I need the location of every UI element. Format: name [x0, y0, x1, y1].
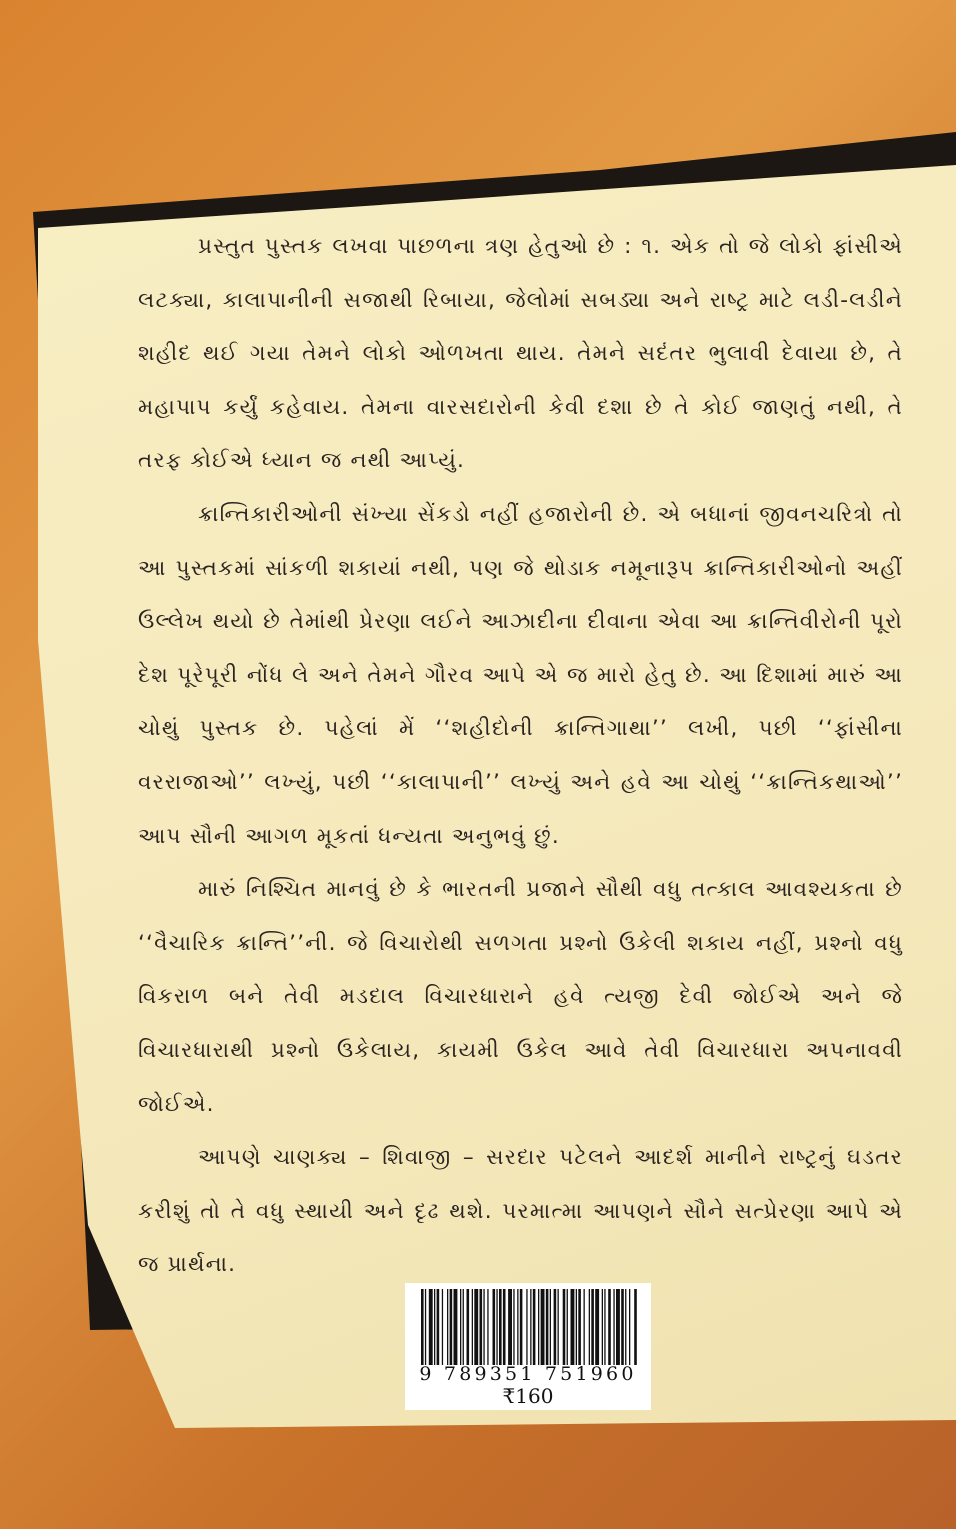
barcode-bar	[629, 1289, 630, 1365]
barcode-bar	[442, 1289, 443, 1365]
barcode-bar	[634, 1289, 637, 1365]
barcode-bar	[508, 1289, 512, 1365]
barcode-bar	[541, 1289, 545, 1365]
barcode-bar	[467, 1289, 470, 1365]
barcode-bar	[576, 1289, 577, 1365]
barcode-bar	[472, 1289, 473, 1365]
barcode-bar	[563, 1289, 566, 1365]
barcode-bar	[493, 1289, 496, 1365]
barcode-bar	[463, 1289, 464, 1365]
barcode-bar	[434, 1289, 435, 1365]
barcode-bar	[571, 1289, 575, 1365]
barcode-bar	[499, 1289, 502, 1365]
barcode-bar	[604, 1289, 605, 1365]
barcode-bar	[454, 1289, 458, 1365]
barcode-bar	[558, 1289, 559, 1365]
paragraph-1: પ્રસ્તુત પુસ્તક લખવા પાછળના ત્રણ હેતુઓ છે : ૧. એક તો જે લોકો ફાંસીએ લટક્યા, કાલાપાનીની સજાથી રિબાયા, જેલોમાં સબડ્યા અને રાષ્ટ્ર માટે લડી-લડીને શહીદ થઈ ગયા તેમને લોકો ઓળખતા થાય. તેમને સદંતર ભુલાવી દેવાયા છે, તે મહાપાપ કર્યું કહેવાય. તેમના વારસદારોની કેવી દશા છે તે કોઈ જાણતું નથી, તે તરફ કોઈએ ધ્યાન જ નથી આપ્યું.	[138, 234, 903, 474]
barcode-bar	[616, 1289, 620, 1365]
barcode-bar	[608, 1289, 611, 1365]
barcode-bar	[447, 1289, 448, 1365]
barcode-bar	[538, 1289, 539, 1365]
barcode-bar	[437, 1289, 440, 1365]
barcode-bars	[419, 1289, 637, 1365]
isbn-number: 9 789351 751960	[419, 1363, 637, 1385]
barcode-bar	[533, 1289, 536, 1365]
barcode-bar	[602, 1289, 603, 1365]
barcode-bar	[530, 1289, 531, 1365]
barcode-bar	[429, 1289, 433, 1365]
barcode-bar	[589, 1289, 590, 1365]
barcode-bar	[567, 1289, 568, 1365]
barcode-bar	[554, 1289, 557, 1365]
barcode-bar	[546, 1289, 549, 1365]
paragraph-4: આપણે ચાણક્ય – શિવાજી – સરદાર પટેલને આદર્શ માનીને રાષ્ટ્રનું ઘડતર કરીશું તો તે વધુ સ્થાયી અને દૃઢ થશે. પરમાત્મા આપણને સૌને સત્પ્રેરણા આપે એ જ પ્રાર્થના.	[138, 1145, 903, 1278]
barcode-bar	[595, 1289, 599, 1365]
barcode-bar	[591, 1289, 594, 1365]
barcode-bar	[517, 1289, 518, 1365]
barcode-bar	[550, 1289, 551, 1365]
barcode-bar	[421, 1289, 424, 1365]
barcode-bar	[584, 1289, 585, 1365]
barcode-bar	[513, 1289, 514, 1365]
barcode-bar	[450, 1289, 453, 1365]
price-label: ₹160	[502, 1384, 554, 1408]
barcode-bar	[621, 1289, 624, 1365]
back-cover-text	[138, 220, 903, 1292]
barcode-bar	[526, 1289, 527, 1365]
barcode-bar	[578, 1289, 581, 1365]
barcode-bar	[625, 1289, 626, 1365]
barcode-bar	[474, 1289, 478, 1365]
barcode-bar	[496, 1289, 497, 1365]
barcode-bar	[613, 1289, 614, 1365]
barcode-bar	[480, 1289, 483, 1365]
barcode-bar	[487, 1289, 488, 1365]
barcode-bar	[503, 1289, 506, 1365]
barcode-bar	[425, 1289, 426, 1365]
barcode-bar	[483, 1289, 484, 1365]
paragraph-2: ક્રાન્તિકારીઓની સંખ્યા સેંકડો નહીં હજારોની છે. એ બધાનાં જીવનચરિત્રો તો આ પુસ્તકમાં સાંકળી શકાયાં નથી, પણ જે થોડાક નમૂનારૂપ ક્રાન્તિકારીઓનો અહીં ઉલ્લેખ થયો છે તેમાંથી પ્રેરણા લઈને આઝાદીના દીવાના એવા આ ક્રાન્તિવીરોની પૂરો દેશ પૂરેપૂરી નોંધ લે અને તેમને ગૌરવ આપે એ જ મારો હેતુ છે. આ દિશામાં મારું આ ચોથું પુસ્તક છે. પહેલાં મેં ‘‘શહીદોની ક્રાન્તિગાથા’’ લખી, પછી ‘‘ફાંસીના વરરાજાઓ’’ લખ્યું, પછી ‘‘કાલાપાની’’ લખ્યું અને હવે આ ચોથું ‘‘ક્રાન્તિકથાઓ’’ આપ સૌની આગળ મૂકતાં ધન્યતા અનુભવું છું.	[138, 501, 903, 849]
paragraph-3: મારું નિશ્ચિત માનવું છે કે ભારતની પ્રજાને સૌથી વધુ તત્કાલ આવશ્યકતા છે ‘‘વૈચારિક ક્રાન્તિ’’ની. જે વિચારોથી સળગતા પ્રશ્નો ઉકેલી શકાય નહીં, પ્રશ્નો વધુ વિકરાળ બને તેવી મડદાલ વિચારધારાને હવે ત્યજી દેવી જોઈએ અને જે વિચારધારાથી પ્રશ્નો ઉકેલાય, કાયમી ઉકેલ આવે તેવી વિચારધારા અપનાવવી જોઈએ.	[138, 877, 903, 1117]
barcode-bar	[520, 1289, 523, 1365]
barcode-bar	[460, 1289, 461, 1365]
barcode-label	[405, 1283, 651, 1410]
